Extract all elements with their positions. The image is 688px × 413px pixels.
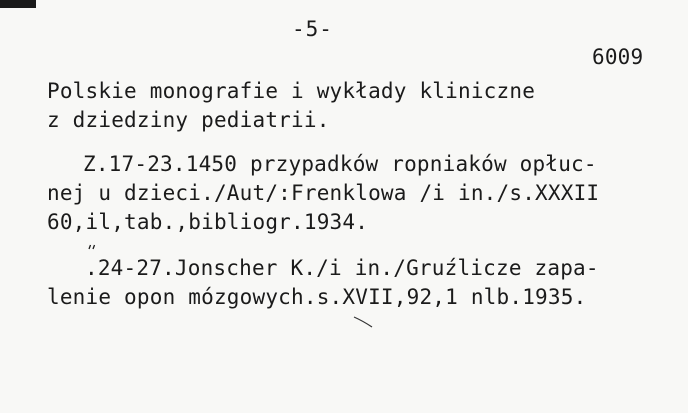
entry-2-line-2: lenie opon mózgowych.s.XVII,92,1 nlb.1935.	[47, 285, 587, 309]
entry-1-line-1: Z.17-23.1450 przypadków ropniaków opłuc-	[83, 152, 597, 176]
entry-1-line-3: 60,il,tab.,bibliogr.1934.	[47, 210, 369, 234]
entry-2-line-1: .24-27.Jonscher K./i in./Gruźlicze zapa-	[85, 256, 599, 280]
page-number: -5-	[292, 17, 333, 41]
entry-1-line-2: nej u dzieci./Aut/:Frenklowa /i in./s.XXXII	[47, 181, 600, 205]
ditto-mark-icon	[88, 244, 96, 250]
corner-tab-mark	[0, 0, 36, 8]
pencil-tick-mark	[352, 315, 374, 329]
series-title-line-2: z dziedziny pediatrii.	[47, 108, 330, 132]
series-title-line-1: Polskie monografie i wykłady kliniczne	[47, 79, 536, 103]
card-number: 6009	[592, 45, 644, 69]
